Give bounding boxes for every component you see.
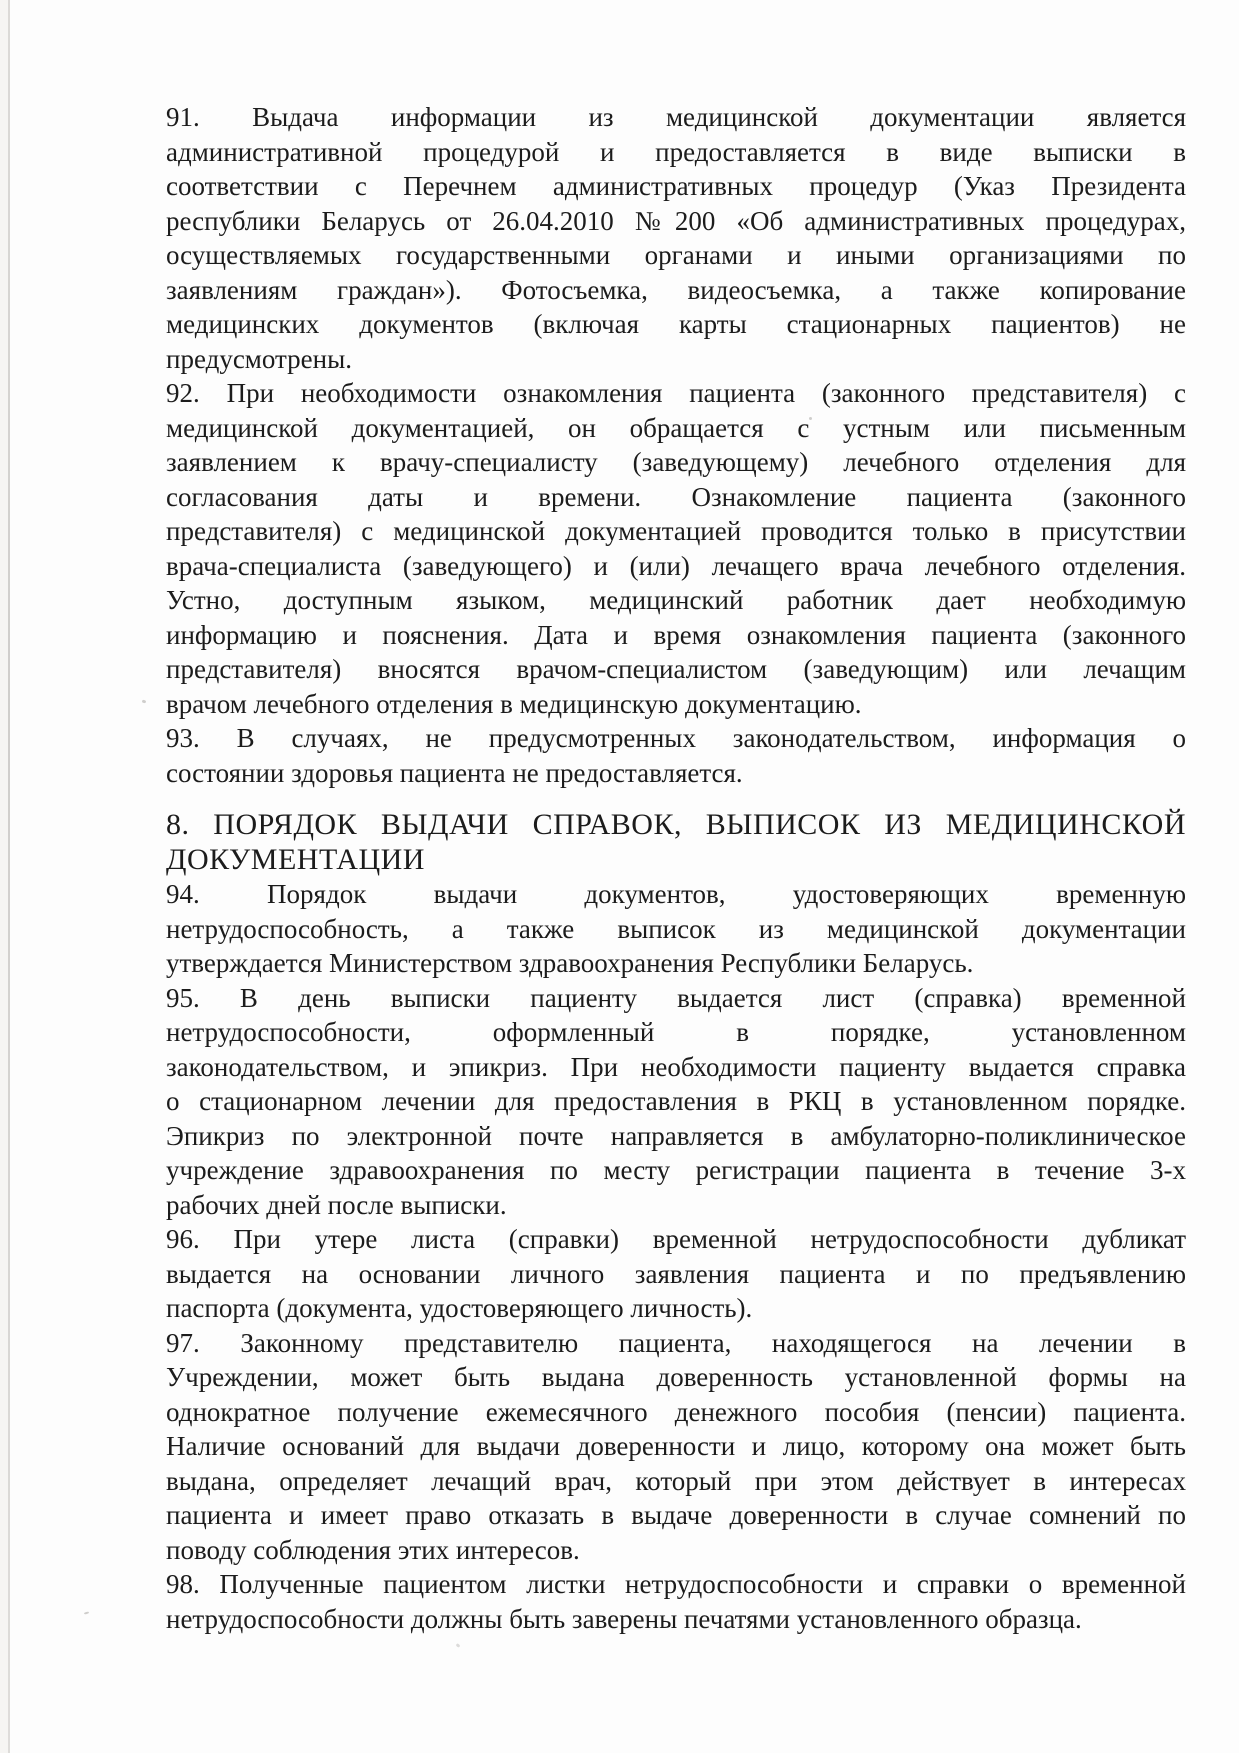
text-line: соответствии с Перечнем административных процедур (Указ Президента: [166, 171, 1186, 201]
text-line: медицинских документов (включая карты стационарных пациентов) не: [166, 309, 1186, 339]
text-line: согласования даты и времени. Ознакомление пациента (законного: [166, 481, 1186, 512]
text-line: 96. При утере листа (справки) временной нетрудоспособности дубликат: [166, 1224, 1186, 1254]
text-line: 8. ПОРЯДОК ВЫДАЧИ СПРАВОК, ВЫПИСОК ИЗ МЕДИЦИНСКОЙ: [166, 808, 1186, 841]
text-line: республики Беларусь от 26.04.2010 №200 «Об административных процедурах,: [166, 205, 1186, 236]
text-line: заявлениям граждан»). Фотосъемка, видеосъемка, а также копирование: [166, 274, 1186, 305]
text-line: административной процедурой и предоставляется в виде выписки в: [166, 136, 1186, 167]
text-line: законодательством, и эпикриз. При необходимости пациенту выдается справка: [166, 1051, 1186, 1082]
text-line: выдается на основании личного заявления пациента и по предъявлению: [166, 1258, 1186, 1289]
text-line: 98. Полученные пациентом листки нетрудоспособности и справки о временной: [166, 1569, 1186, 1599]
text-line: предусмотрены.: [166, 343, 352, 374]
text-line: рабочих дней после выписки.: [166, 1189, 507, 1220]
paragraph-97: [166, 1326, 1186, 1568]
text-line: информацию и пояснения. Дата и время ознакомления пациента (законного: [166, 619, 1186, 650]
paragraph-91: [166, 100, 1186, 376]
text-line: состоянии здоровья пациента не предоставляется.: [166, 757, 743, 788]
text-line: заявлением к врачу-специалисту (заведующему) лечебного отделения для: [166, 447, 1186, 477]
text-line: паспорта (документа, удостоверяющего личность).: [166, 1293, 753, 1323]
text-line: 91. Выдача информации из медицинской документации является: [166, 102, 1186, 132]
text-line: о стационарном лечении для предоставления в РКЦ в установленном порядке.: [166, 1086, 1186, 1116]
paragraph-93: [166, 721, 1186, 790]
document-text: [166, 100, 1186, 1636]
text-line: Учреждении, может быть выдана доверенность установленной формы на: [166, 1362, 1186, 1392]
text-line: осуществляемых государственными органами и иными организациями по: [166, 240, 1186, 270]
text-line: 97. Законному представителю пациента, находящегося на лечении в: [166, 1327, 1186, 1358]
text-line: 94. Порядок выдачи документов, удостоверяющих временную: [166, 879, 1186, 909]
text-line: Эпикриз по электронной почте направляется в амбулаторно-поликлиническое: [166, 1120, 1186, 1151]
paragraph-95: [166, 981, 1186, 1223]
text-line: врачом лечебного отделения в медицинскую документацию.: [166, 688, 862, 719]
scan-speck: [84, 1611, 89, 1614]
scan-edge-line: [8, 0, 10, 1753]
text-line: представителя) вносятся врачом-специалистом (заведующим) или лечащим: [166, 654, 1186, 684]
text-line: ДОКУМЕНТАЦИИ: [166, 842, 425, 876]
text-line: однократное получение ежемесячного денежного пособия (пенсии) пациента.: [166, 1396, 1186, 1427]
text-line: медицинской документацией, он обращается с устным или письменным: [166, 412, 1186, 443]
scan-edge-shade: [0, 0, 8, 1753]
text-line: пациента и имеет право отказать в выдаче доверенности в случае сомнений по: [166, 1500, 1186, 1530]
paragraph-96: [166, 1222, 1186, 1326]
text-line: нетрудоспособности, оформленный в порядке, установленном: [166, 1017, 1186, 1047]
text-line: 95. В день выписки пациенту выдается лист (справка) временной: [166, 982, 1186, 1013]
text-line: нетрудоспособность, а также выписок из медицинской документации: [166, 913, 1186, 944]
text-line: Устно, доступным языком, медицинский работник дает необходимую: [166, 585, 1186, 615]
text-line: утверждается Министерством здравоохранения Республики Беларусь.: [166, 948, 974, 978]
text-line: Наличие оснований для выдачи доверенности и лицо, которому она может быть: [166, 1431, 1186, 1461]
scan-speck: [456, 1643, 461, 1648]
text-line: поводу соблюдения этих интересов.: [166, 1534, 580, 1565]
text-line: врача-специалиста (заведующего) и (или) лечащего врача лечебного отделения.: [166, 550, 1186, 581]
section-heading-8: [166, 808, 1186, 877]
text-line: учреждение здравоохранения по месту регистрации пациента в течение 3-х: [166, 1155, 1186, 1185]
paragraph-92: [166, 376, 1186, 721]
paragraph-94: [166, 877, 1186, 981]
text-line: выдана, определяет лечащий врач, который при этом действует в интересах: [166, 1465, 1186, 1496]
text-line: 92. При необходимости ознакомления пациента (законного представителя) с: [166, 378, 1186, 408]
text-line: нетрудоспособности должны быть заверены печатями установленного образца.: [166, 1603, 1082, 1634]
paragraph-98: [166, 1567, 1186, 1636]
text-line: 93. В случаях, не предусмотренных законодательством, информация о: [166, 723, 1186, 753]
scan-speck: [142, 699, 147, 703]
text-line: представителя) с медицинской документацией проводится только в присутствии: [166, 516, 1186, 546]
